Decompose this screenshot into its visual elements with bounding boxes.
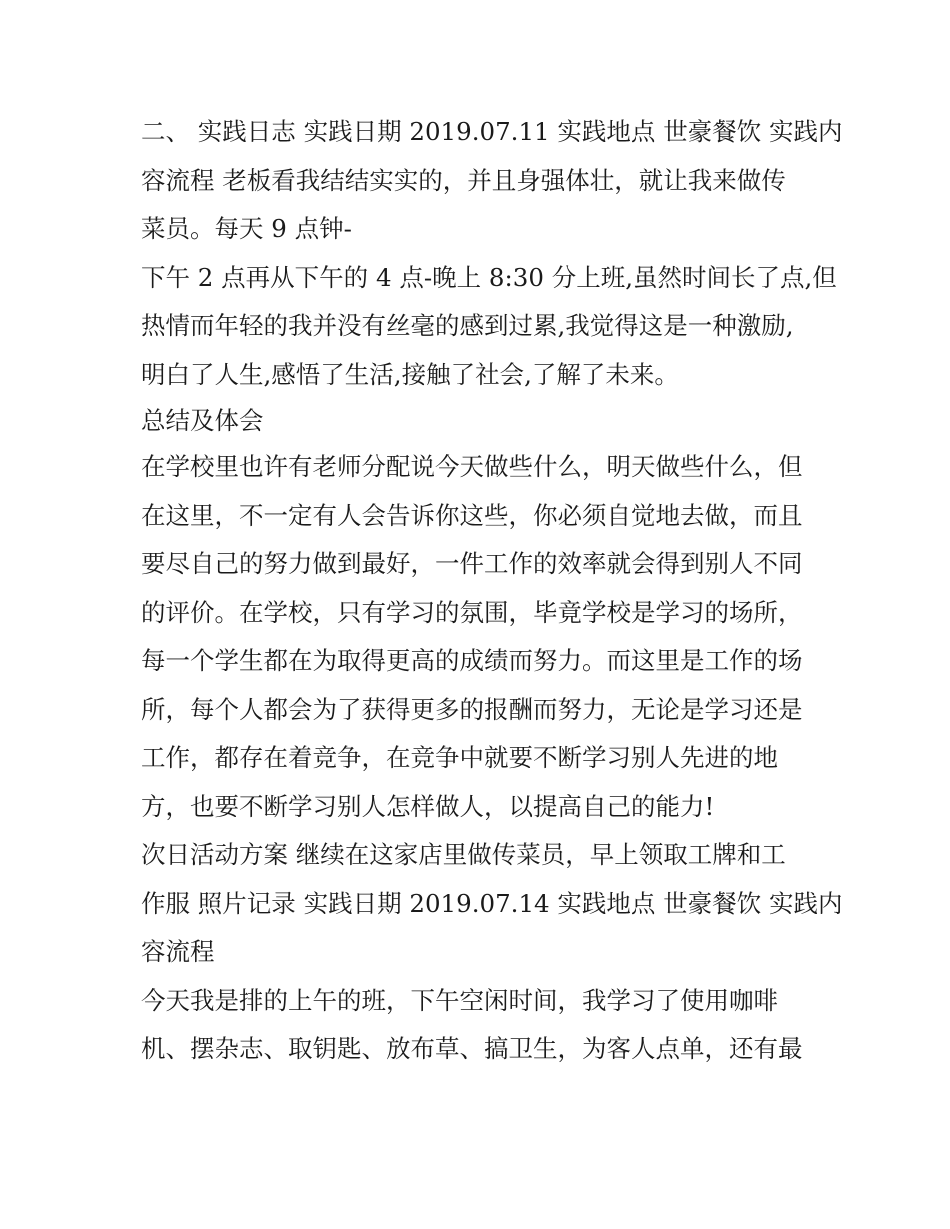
text-line: 作服 照片记录 实践日期 2019.07.14 实践地点 世豪餐饮 实践内 [141, 888, 843, 918]
text-line: 在学校里也许有老师分配说今天做些什么，明天做些什么，但 [141, 452, 803, 481]
text-line: 二、 实践日志 实践日期 2019.07.11 实践地点 世豪餐饮 实践内 [141, 117, 843, 146]
text-line: 明白了人生,感悟了生活,接触了社会,了解了未来。 [141, 359, 679, 389]
text-line: 热情而年轻的我并没有丝毫的感到过累,我觉得这是一种激励, [141, 311, 794, 340]
text-line: 的评价。在学校，只有学习的氛围，毕竟学校是学习的场所， [141, 597, 803, 627]
text-line: 在这里，不一定有人会告诉你这些，你必须自觉地去做，而且 [141, 500, 803, 530]
section-heading: 总结及体会 [141, 406, 264, 435]
text-line: 菜员。每天 9 点钟- [141, 214, 352, 243]
text-line: 次日活动方案 继续在这家店里做传菜员，早上领取工牌和工 [141, 840, 786, 869]
text-line: 每一个学生都在为取得更高的成绩而努力。而这里是工作的场 [141, 646, 803, 675]
text-line: 工作，都存在着竞争，在竞争中就要不断学习别人先进的地 [141, 743, 778, 772]
text-line: 所，每个人都会为了获得更多的报酬而努力，无论是学习还是 [141, 694, 803, 724]
text-line: 容流程 [141, 937, 215, 966]
text-line: 要尽自己的努力做到最好，一件工作的效率就会得到别人不同 [141, 549, 803, 578]
text-line: 机、摆杂志、取钥匙、放布草、搞卫生，为客人点单，还有最 [141, 1034, 803, 1063]
body-text [141, 108, 843, 1074]
text-line: 容流程 老板看我结结实实的，并且身强体壮，就让我来做传 [141, 165, 786, 195]
text-line: 方，也要不断学习别人怎样做人，以提高自己的能力! [141, 791, 715, 821]
text-line: 今天我是排的上午的班，下午空闲时间，我学习了使用咖啡 [141, 985, 778, 1015]
text-line: 下午 2 点再从下午的 4 点-晚上 8:30 分上班,虽然时间长了点,但 [141, 262, 837, 292]
